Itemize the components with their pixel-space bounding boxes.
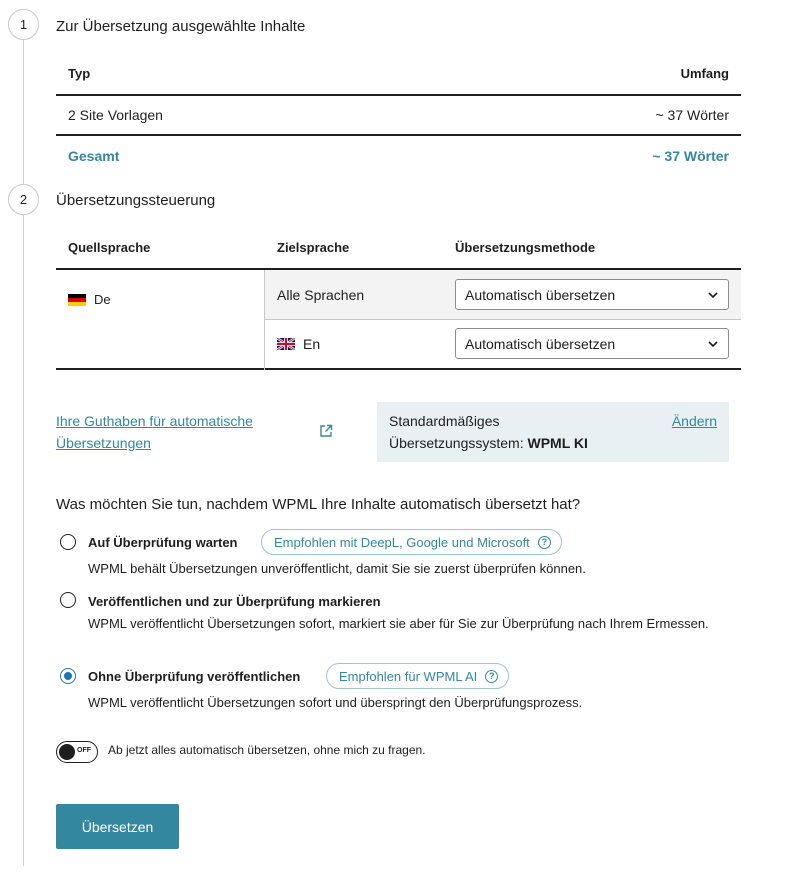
chevron-down-icon bbox=[707, 289, 719, 301]
select-value: Automatisch übersetzen bbox=[465, 335, 616, 352]
recommended-badge bbox=[261, 529, 562, 555]
uk-flag-icon bbox=[277, 338, 295, 350]
column-target-language: Zielsprache bbox=[277, 240, 350, 255]
germany-flag-icon bbox=[68, 294, 86, 306]
review-question: Was möchten Sie tun, nachdem WPML Ihre Inhalte automatisch übersetzt hat? bbox=[56, 496, 581, 513]
translation-control-table bbox=[56, 226, 741, 370]
option-title: Veröffentlichen und zur Überprüfung markieren bbox=[88, 594, 381, 609]
target-language-label: En bbox=[303, 336, 321, 352]
credits-link[interactable]: Ihre Guthaben für automatische Übersetzungen bbox=[56, 413, 253, 451]
step-2-number: 2 bbox=[8, 184, 39, 215]
translation-system-label-1: Standardmäßiges bbox=[389, 413, 500, 429]
option-description: WPML behält Übersetzungen unveröffentlicht, damit Sie sie zuerst überprüfen können. bbox=[88, 561, 586, 576]
translation-system-label-2: Übersetzungssystem: WPML KI bbox=[389, 435, 588, 451]
toggle-state: OFF bbox=[77, 747, 91, 754]
change-system-link[interactable]: Ändern bbox=[671, 413, 717, 429]
step-1-number: 1 bbox=[8, 9, 39, 40]
option-description: WPML veröffentlicht Übersetzungen sofort und überspringt den Überprüfungsprozess. bbox=[88, 695, 583, 710]
row-amount: ~ 37 Wörter bbox=[655, 107, 729, 123]
step-2-title: Übersetzungssteuerung bbox=[56, 192, 216, 209]
steps-connector-line bbox=[23, 30, 24, 866]
badge-label: Empfohlen mit DeepL, Google und Microsoft bbox=[274, 534, 530, 550]
toggle-knob bbox=[59, 744, 75, 760]
help-icon[interactable]: ? bbox=[538, 536, 551, 549]
selected-content-table bbox=[56, 52, 741, 176]
auto-translate-toggle[interactable] bbox=[56, 741, 98, 763]
table-header bbox=[56, 226, 741, 270]
table-header bbox=[56, 52, 741, 96]
radio-publish-without-review[interactable] bbox=[60, 668, 76, 684]
radio-wait-for-review[interactable] bbox=[60, 534, 76, 550]
total-label: Gesamt bbox=[68, 148, 120, 164]
total-row bbox=[56, 136, 741, 176]
target-row-all-languages bbox=[265, 270, 741, 320]
radio-publish-and-mark[interactable] bbox=[60, 592, 76, 608]
translation-system-value: WPML KI bbox=[527, 435, 588, 451]
option-description: WPML veröffentlicht Übersetzungen sofort, markiert sie aber für Sie zur Überprüfung nach Ihrem Ermessen. bbox=[88, 616, 709, 631]
option-title: Auf Überprüfung warten bbox=[88, 535, 238, 550]
target-language-label: Alle Sprachen bbox=[277, 287, 365, 303]
column-amount: Umfang bbox=[680, 65, 729, 81]
recommended-badge bbox=[326, 663, 509, 689]
target-row-english bbox=[265, 320, 741, 368]
help-icon[interactable]: ? bbox=[485, 670, 498, 683]
row-type: 2 Site Vorlagen bbox=[68, 107, 163, 123]
external-link-icon[interactable] bbox=[319, 424, 333, 438]
translation-method-select-en[interactable] bbox=[455, 328, 729, 359]
source-language-label: De bbox=[94, 292, 111, 307]
column-translation-method: Übersetzungsmethode bbox=[455, 240, 596, 255]
column-source-language: Quellsprache bbox=[68, 240, 151, 255]
total-value: ~ 37 Wörter bbox=[652, 148, 729, 164]
translation-system-text bbox=[389, 410, 588, 454]
translation-method-select-all[interactable] bbox=[455, 279, 729, 310]
option-title: Ohne Überprüfung veröffentlichen bbox=[88, 669, 301, 684]
step-1-title: Zur Übersetzung ausgewählte Inhalte bbox=[56, 18, 306, 35]
chevron-down-icon bbox=[707, 338, 719, 350]
badge-label: Empfohlen für WPML AI bbox=[339, 668, 478, 684]
table-row bbox=[56, 96, 741, 136]
select-value: Automatisch übersetzen bbox=[465, 286, 616, 303]
toggle-label: Ab jetzt alles automatisch übersetzen, ohne mich zu fragen. bbox=[108, 743, 426, 757]
translate-button[interactable]: Übersetzen bbox=[56, 804, 179, 849]
translation-system-box bbox=[377, 402, 729, 462]
column-type: Typ bbox=[68, 65, 91, 81]
source-language-cell bbox=[56, 270, 265, 370]
